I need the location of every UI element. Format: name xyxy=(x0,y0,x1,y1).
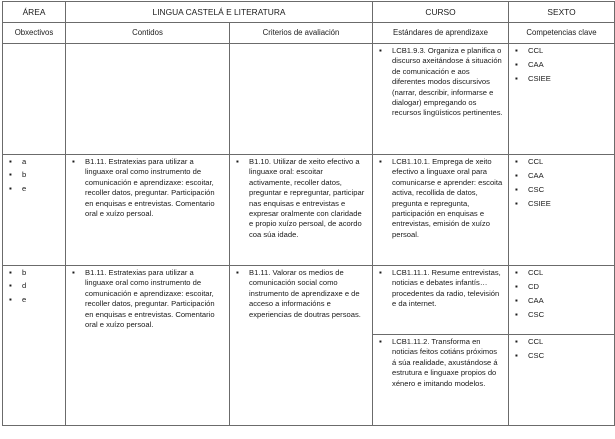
table-row xyxy=(3,155,615,266)
criterion-cell xyxy=(230,266,373,426)
objective-item: ▪ e xyxy=(8,184,60,194)
objective-item: ▪ b xyxy=(8,170,60,180)
standards-header: Estándares de aprendizaxe xyxy=(373,23,509,44)
area-label: ÁREA xyxy=(3,2,66,23)
competence-item: ▪ CSIEE xyxy=(514,74,609,84)
table-row xyxy=(3,266,615,335)
standard-text: ▪ LCB1.11.2. Transforma en noticias feitos cotiáns próximos á súa realidade, axustándose á estrutura e linguaxe propios do xénero e imitando modelos. xyxy=(378,337,503,389)
objective-item: ▪ a xyxy=(8,157,60,167)
competences-cell xyxy=(509,155,615,266)
curriculum-table xyxy=(2,1,615,426)
competences-header: Competencias clave xyxy=(509,23,615,44)
competences-cell xyxy=(509,44,615,155)
competence-item: ▪ CSC xyxy=(514,310,609,320)
standard-cell xyxy=(373,44,509,155)
content-text: ▪ B1.11. Estratexias para utilizar a linguaxe oral como instrumento de comunicación e aprendizaxe: escoitar, recoller datos, preguntar. Participación en enquisas e entrevistas. Comentario oral e xuízo persoal. xyxy=(71,268,224,330)
standard-text: ▪ LCB1.11.1. Resume entrevistas, noticias e debates infantís… procedentes da radio, televisión e da internet. xyxy=(378,268,503,310)
standard-cell xyxy=(373,155,509,266)
objective-item: ▪ b xyxy=(8,268,60,278)
objectives-header: Obxectivos xyxy=(3,23,66,44)
course-value: SEXTO xyxy=(509,2,615,23)
header-row xyxy=(3,2,615,23)
subject-title: LINGUA CASTELÁ E LITERATURA xyxy=(66,2,373,23)
criterion-cell xyxy=(230,155,373,266)
objectives-cell xyxy=(3,155,66,266)
content-cell xyxy=(66,44,230,155)
competence-item: ▪ CSIEE xyxy=(514,199,609,209)
competence-item: ▪ CSC xyxy=(514,185,609,195)
content-cell xyxy=(66,266,230,426)
standard-cell xyxy=(373,335,509,426)
competence-item: ▪ CCL xyxy=(514,268,609,278)
competence-item: ▪ CD xyxy=(514,282,609,292)
standard-text: ▪ LCB1.9.3. Organiza e planifica o discurso axeitándose á situación de comunicación e aos diferentes modos discursivos (narrar, describir, informarse e dialogar) empregando os recursos lingüísticos pertinentes. xyxy=(378,46,503,119)
criterion-text: ▪ B1.11. Valorar os medios de comunicación social como instrumento de aprendizaxe e de acceso a informacións e experiencias de doutras persoas. xyxy=(235,268,367,320)
table-row xyxy=(3,44,615,155)
course-label: CURSO xyxy=(373,2,509,23)
competence-item: ▪ CAA xyxy=(514,296,609,306)
competence-item: ▪ CCL xyxy=(514,46,609,56)
competence-item: ▪ CSC xyxy=(514,351,609,361)
competences-cell xyxy=(509,335,615,426)
objective-item: ▪ d xyxy=(8,281,60,291)
content-text: ▪ B1.11. Estratexias para utilizar a linguaxe oral como instrumento de comunicación e aprendizaxe: escoitar, recoller datos, preguntar. Participación en enquisas e entrevistas. Comentario oral e xuízo persoal. xyxy=(71,157,224,219)
objectives-cell xyxy=(3,266,66,426)
subheader-row xyxy=(3,23,615,44)
competence-item: ▪ CCL xyxy=(514,337,609,347)
competence-item: ▪ CAA xyxy=(514,171,609,181)
content-cell xyxy=(66,155,230,266)
objective-item: ▪ e xyxy=(8,295,60,305)
objectives-cell xyxy=(3,44,66,155)
standard-text: ▪ LCB1.10.1. Emprega de xeito efectivo a linguaxe oral para comunicarse e aprender: escoita activa, recollida de datos, pregunta e repregunta, participación en enquisas e entrevistas, emisión de xuízo persoal. xyxy=(378,157,503,240)
competences-cell xyxy=(509,266,615,335)
criterion-text: ▪ B1.10. Utilizar de xeito efectivo a linguaxe oral: escoitar activamente, recoller datos, preguntar e repreguntar, participar nas enquisas e entrevistas e expresar oralmente con claridade e propio xuízo persoal, de acordo coa súa idade. xyxy=(235,157,367,240)
contents-header: Contidos xyxy=(66,23,230,44)
standard-cell xyxy=(373,266,509,335)
competence-item: ▪ CAA xyxy=(514,60,609,70)
criterion-cell xyxy=(230,44,373,155)
criteria-header: Criterios de avaliación xyxy=(230,23,373,44)
competence-item: ▪ CCL xyxy=(514,157,609,167)
